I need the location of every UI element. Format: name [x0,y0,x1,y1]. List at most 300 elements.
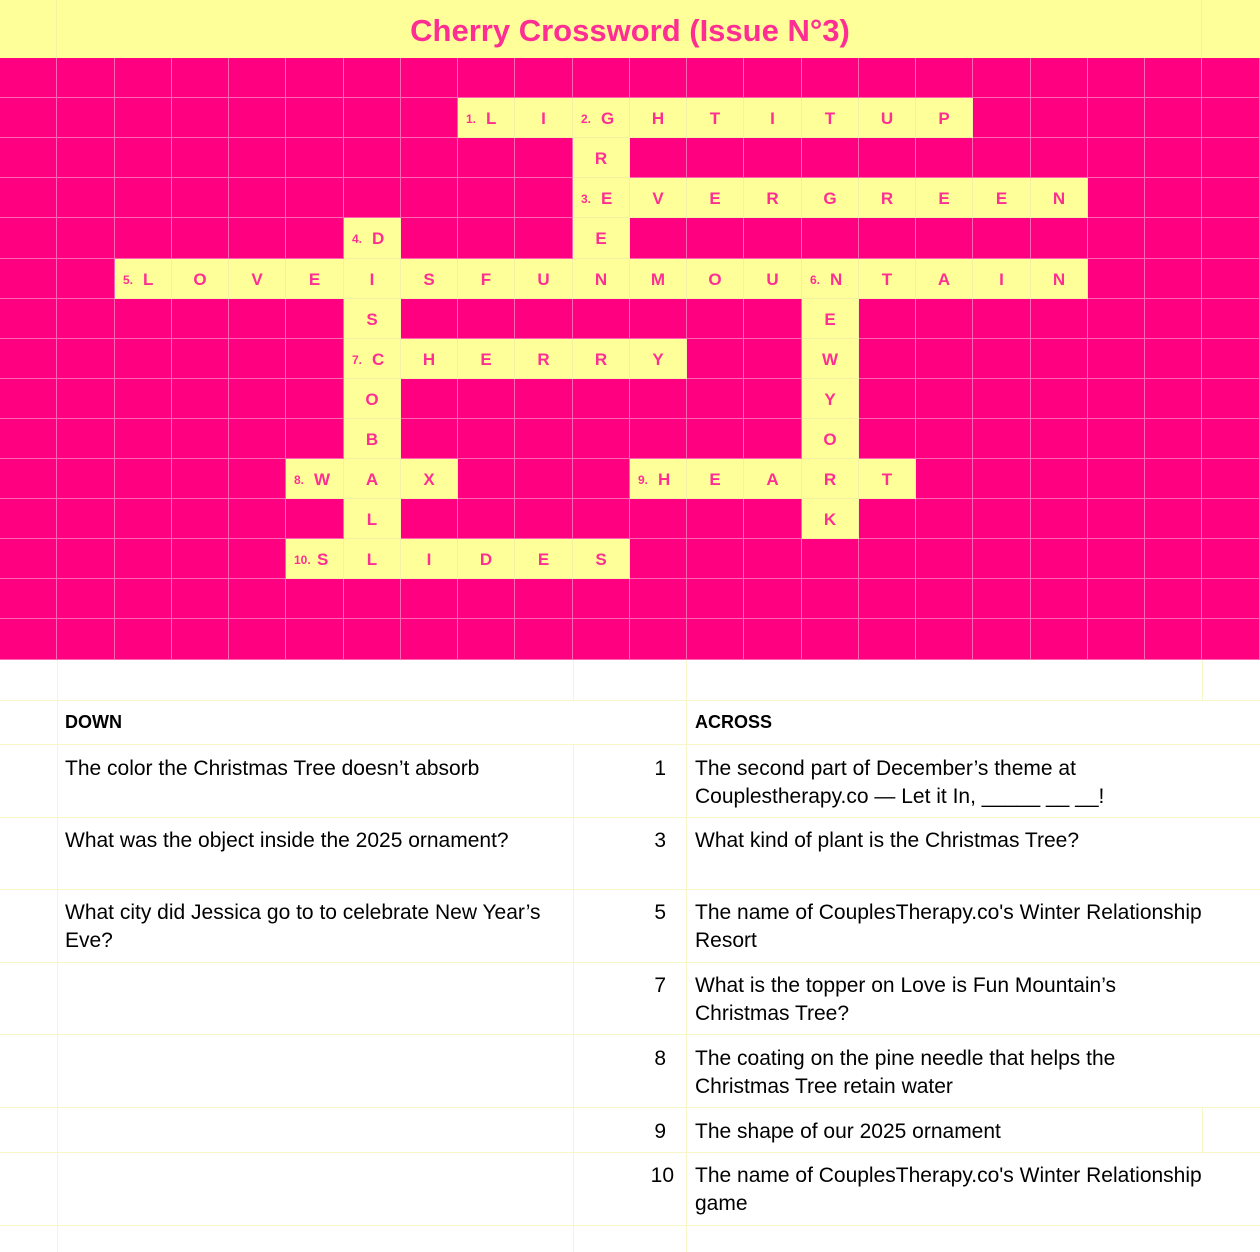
empty-cell [0,499,57,539]
empty-cell [573,499,630,539]
answer-cell[interactable] [802,178,859,218]
cell-letter: Y [652,350,664,369]
empty-cell [802,138,859,178]
empty-cell [515,299,573,339]
empty-cell [1202,138,1260,178]
empty-cell [916,339,973,379]
empty-cell [115,619,172,660]
cell-letter: E [537,550,550,569]
answer-cell[interactable] [802,459,859,499]
empty-cell [630,299,687,339]
empty-cell [573,459,630,499]
across-clue-number: 5 [654,901,666,924]
empty-cell [916,379,973,419]
answer-cell[interactable] [344,299,401,339]
answer-cell[interactable] [802,259,859,299]
empty-cell [802,619,859,660]
answer-cell[interactable] [973,178,1031,218]
empty-cell [172,419,229,459]
cell-letter: R [823,470,837,489]
empty-cell [973,58,1031,98]
answer-cell[interactable] [744,459,802,499]
empty-cell [229,98,286,138]
empty-cell [229,58,286,98]
cell-letter: G [823,189,837,208]
empty-cell [57,419,115,459]
empty-cell [1031,299,1088,339]
empty-cell [515,379,573,419]
empty-cell [973,619,1031,660]
empty-cell [573,379,630,419]
empty-cell [1202,259,1260,299]
empty-cell [57,579,115,619]
across-clue-number: 9 [654,1120,666,1143]
empty-cell [859,138,916,178]
empty-cell [229,579,286,619]
empty-cell [57,459,115,499]
cell-letter: E [824,310,836,329]
answer-cell[interactable] [344,259,401,299]
empty-cell [859,58,916,98]
empty-cell [57,218,115,259]
empty-cell [115,339,172,379]
clue-number-label: 8. [294,473,305,487]
empty-cell [458,178,515,218]
empty-cell [172,539,229,579]
empty-cell [515,419,573,459]
answer-cell[interactable] [115,259,172,299]
answer-cell[interactable] [859,178,916,218]
answer-cell[interactable] [573,98,630,138]
answer-cell[interactable] [573,259,630,299]
empty-cell [172,339,229,379]
cell-letter: B [365,430,379,449]
across-clue: The coating on the pine needle that helps the Christmas Tree retain water [695,1047,1116,1098]
empty-cell [1202,178,1260,218]
empty-cell [1031,138,1088,178]
cell-letter: R [594,149,608,168]
empty-cell [57,138,115,178]
empty-cell [1145,218,1202,259]
cell-letter: E [480,350,492,369]
empty-cell [973,419,1031,459]
empty-cell [802,579,859,619]
cell-letter: W [314,470,331,489]
answer-cell[interactable] [401,259,458,299]
answer-cell[interactable] [458,259,515,299]
title-bar [0,0,1260,58]
sheet-col-line [573,660,574,700]
cell-letter: U [766,270,779,289]
cell-letter: C [372,350,385,369]
empty-cell [286,339,344,379]
empty-cell [515,138,573,178]
empty-cell [172,499,229,539]
empty-cell [916,58,973,98]
empty-cell [973,459,1031,499]
empty-cell [630,138,687,178]
empty-cell [229,339,286,379]
answer-cell[interactable] [802,299,859,339]
empty-cell [286,499,344,539]
cell-letter: R [594,350,608,369]
answer-cell[interactable] [573,138,630,178]
answer-cell[interactable] [1031,178,1088,218]
answer-cell[interactable] [515,339,573,379]
empty-cell [630,419,687,459]
empty-cell [458,138,515,178]
empty-cell [1202,619,1260,660]
empty-cell [401,419,458,459]
empty-cell [57,499,115,539]
cell-letter: I [369,270,375,289]
empty-cell [859,339,916,379]
empty-cell [1202,539,1260,579]
answer-cell[interactable] [286,539,344,579]
empty-cell [515,218,573,259]
empty-cell [573,299,630,339]
answer-cell[interactable] [401,339,458,379]
across-clue: The name of CouplesTherapy.co's Winter Relationship game [695,1164,1202,1215]
empty-cell [172,178,229,218]
empty-cell [401,299,458,339]
clue-number-label: 9. [638,473,649,487]
cell-letter: H [422,350,436,369]
answer-cell[interactable] [344,339,401,379]
down-clue: What city did Jessica go to to celebrate New Year’s Eve? [65,901,541,952]
empty-cell [1088,339,1145,379]
cell-letter: I [541,109,546,128]
empty-cell [515,58,573,98]
empty-cell [687,299,744,339]
empty-cell [1145,499,1202,539]
empty-cell [916,138,973,178]
empty-cell [0,138,57,178]
answer-cell[interactable] [344,379,401,419]
answer-cell[interactable] [802,379,859,419]
empty-cell [458,459,515,499]
cell-letter: A [766,470,779,489]
answer-cell[interactable] [744,178,802,218]
empty-cell [1088,58,1145,98]
empty-cell [286,138,344,178]
clue-number-label: 2. [581,112,592,126]
answer-cell[interactable] [802,419,859,459]
answer-cell[interactable] [573,339,630,379]
empty-cell [286,218,344,259]
answer-cell[interactable] [458,339,515,379]
cell-letter: S [595,550,607,569]
answer-cell[interactable] [344,218,401,259]
empty-cell [172,379,229,419]
sheet-col-line [1202,660,1203,700]
empty-cell [229,178,286,218]
answer-cell[interactable] [401,539,458,579]
empty-cell [1088,98,1145,138]
answer-cell[interactable] [515,98,573,138]
empty-cell [687,218,744,259]
empty-cell [1202,218,1260,259]
empty-cell [286,299,344,339]
empty-cell [0,459,57,499]
empty-cell [115,379,172,419]
cell-letter: U [880,109,894,128]
answer-cell[interactable] [344,499,401,539]
cell-letter: I [999,270,1004,289]
sheet-col-line [57,660,58,1252]
empty-cell [744,138,802,178]
empty-cell [57,619,115,660]
answer-cell[interactable] [515,259,573,299]
cell-letter: R [880,189,894,208]
cell-letter: R [766,189,779,208]
empty-cell [916,459,973,499]
empty-cell [344,98,401,138]
cell-letter: R [537,350,550,369]
empty-cell [1145,58,1202,98]
empty-cell [344,579,401,619]
empty-cell [515,619,573,660]
empty-cell [1145,98,1202,138]
answer-cell[interactable] [344,419,401,459]
cell-letter: V [251,270,263,289]
empty-cell [1145,539,1202,579]
empty-cell [630,379,687,419]
sheet-row-line [0,1225,1260,1226]
empty-cell [802,218,859,259]
empty-cell [1202,419,1260,459]
empty-cell [1031,539,1088,579]
empty-cell [973,138,1031,178]
empty-cell [1031,379,1088,419]
answer-cell[interactable] [630,178,687,218]
cell-letter: E [938,189,950,208]
empty-cell [744,299,802,339]
empty-cell [744,58,802,98]
answer-cell[interactable] [344,459,401,499]
empty-cell [916,218,973,259]
answer-cell[interactable] [458,98,515,138]
empty-cell [229,499,286,539]
answer-cell[interactable] [802,339,859,379]
empty-cell [57,379,115,419]
sheet-row-line [0,1034,1260,1035]
empty-cell [1088,259,1145,299]
down-heading: DOWN [65,712,122,732]
empty-cell [286,178,344,218]
empty-cell [859,218,916,259]
empty-cell [458,619,515,660]
cell-letter: W [821,350,839,369]
empty-cell [916,419,973,459]
answer-cell[interactable] [744,259,802,299]
empty-cell [573,58,630,98]
empty-cell [458,419,515,459]
empty-cell [172,218,229,259]
answer-cell[interactable] [687,178,744,218]
empty-cell [458,379,515,419]
empty-cell [744,579,802,619]
empty-cell [0,339,57,379]
empty-cell [973,218,1031,259]
cell-letter: O [823,430,837,449]
answer-cell[interactable] [401,459,458,499]
cell-letter: L [143,270,154,289]
empty-cell [57,178,115,218]
cell-letter: E [995,189,1008,208]
empty-cell [1031,218,1088,259]
empty-cell [1088,499,1145,539]
sheet-row-line [0,889,1260,890]
empty-cell [172,58,229,98]
empty-cell [916,619,973,660]
across-clue: The shape of our 2025 ornament [695,1120,1001,1143]
down-clue: What was the object inside the 2025 ornament? [65,829,509,852]
answer-cell[interactable] [286,259,344,299]
answer-cell[interactable] [515,539,573,579]
answer-cell[interactable] [630,459,687,499]
cell-letter: N [1052,270,1066,289]
answer-cell[interactable] [802,499,859,539]
empty-cell [744,339,802,379]
empty-cell [401,138,458,178]
empty-cell [1145,138,1202,178]
cell-letter: O [365,390,379,409]
empty-cell [859,299,916,339]
answer-cell[interactable] [573,178,630,218]
answer-cell[interactable] [229,259,286,299]
empty-cell [286,419,344,459]
cell-letter: I [770,109,775,128]
empty-cell [0,619,57,660]
empty-cell [973,339,1031,379]
answer-cell[interactable] [172,259,229,299]
empty-cell [115,539,172,579]
empty-cell [1031,579,1088,619]
answer-cell[interactable] [630,259,687,299]
cell-letter: A [365,470,379,489]
answer-cell[interactable] [286,459,344,499]
empty-cell [1202,98,1260,138]
answer-cell[interactable] [859,459,916,499]
empty-cell [172,138,229,178]
empty-cell [1145,379,1202,419]
empty-cell [1145,178,1202,218]
empty-cell [1088,218,1145,259]
answer-cell[interactable] [687,259,744,299]
cell-letter: U [537,270,550,289]
empty-cell [0,98,57,138]
empty-cell [115,419,172,459]
empty-cell [0,379,57,419]
cell-letter: Y [824,390,836,409]
sheet-col-line [686,660,687,1252]
answer-cell[interactable] [687,459,744,499]
clues-section [0,660,1260,1252]
empty-cell [172,619,229,660]
empty-cell [344,58,401,98]
answer-cell[interactable] [458,539,515,579]
cell-letter: E [709,189,721,208]
empty-cell [859,379,916,419]
cell-letter: A [937,270,951,289]
empty-cell [286,579,344,619]
empty-cell [630,218,687,259]
answer-cell[interactable] [859,98,916,138]
cell-letter: I [426,550,432,569]
empty-cell [1145,459,1202,499]
crossword-grid [0,58,1260,660]
answer-cell[interactable] [973,259,1031,299]
empty-cell [1031,619,1088,660]
empty-cell [172,299,229,339]
empty-cell [401,98,458,138]
cell-letter: O [708,270,722,289]
page-title: Cherry Crossword (Issue N°3) [410,13,850,48]
empty-cell [458,499,515,539]
empty-cell [859,419,916,459]
answer-cell[interactable] [1031,259,1088,299]
answer-cell[interactable] [916,98,973,138]
cell-letter: E [308,270,321,289]
answer-cell[interactable] [344,539,401,579]
empty-cell [916,299,973,339]
empty-cell [802,58,859,98]
empty-cell [458,58,515,98]
empty-cell [401,499,458,539]
empty-cell [859,499,916,539]
empty-cell [916,539,973,579]
empty-cell [1088,138,1145,178]
answer-cell[interactable] [802,98,859,138]
answer-cell[interactable] [859,259,916,299]
empty-cell [229,379,286,419]
empty-cell [744,499,802,539]
empty-cell [1088,299,1145,339]
empty-cell [115,299,172,339]
answer-cell[interactable] [573,218,630,259]
empty-cell [744,539,802,579]
cell-letter: P [938,109,950,128]
answer-cell[interactable] [916,178,973,218]
empty-cell [802,539,859,579]
empty-cell [115,138,172,178]
down-clue: The color the Christmas Tree doesn’t absorb [65,757,480,780]
empty-cell [401,579,458,619]
cell-letter: V [652,189,664,208]
answer-cell[interactable] [687,98,744,138]
empty-cell [1031,58,1088,98]
empty-cell [344,138,401,178]
answer-cell[interactable] [630,339,687,379]
empty-cell [630,539,687,579]
empty-cell [687,419,744,459]
empty-cell [1145,619,1202,660]
empty-cell [229,138,286,178]
empty-cell [687,58,744,98]
answer-cell[interactable] [916,259,973,299]
empty-cell [0,178,57,218]
cell-letter: O [193,270,207,289]
answer-cell[interactable] [573,539,630,579]
empty-cell [1088,178,1145,218]
answer-cell[interactable] [744,98,802,138]
empty-cell [1088,459,1145,499]
answer-cell[interactable] [630,98,687,138]
cell-letter: S [317,550,329,569]
sheet-row-line [0,1107,1260,1108]
empty-cell [687,138,744,178]
